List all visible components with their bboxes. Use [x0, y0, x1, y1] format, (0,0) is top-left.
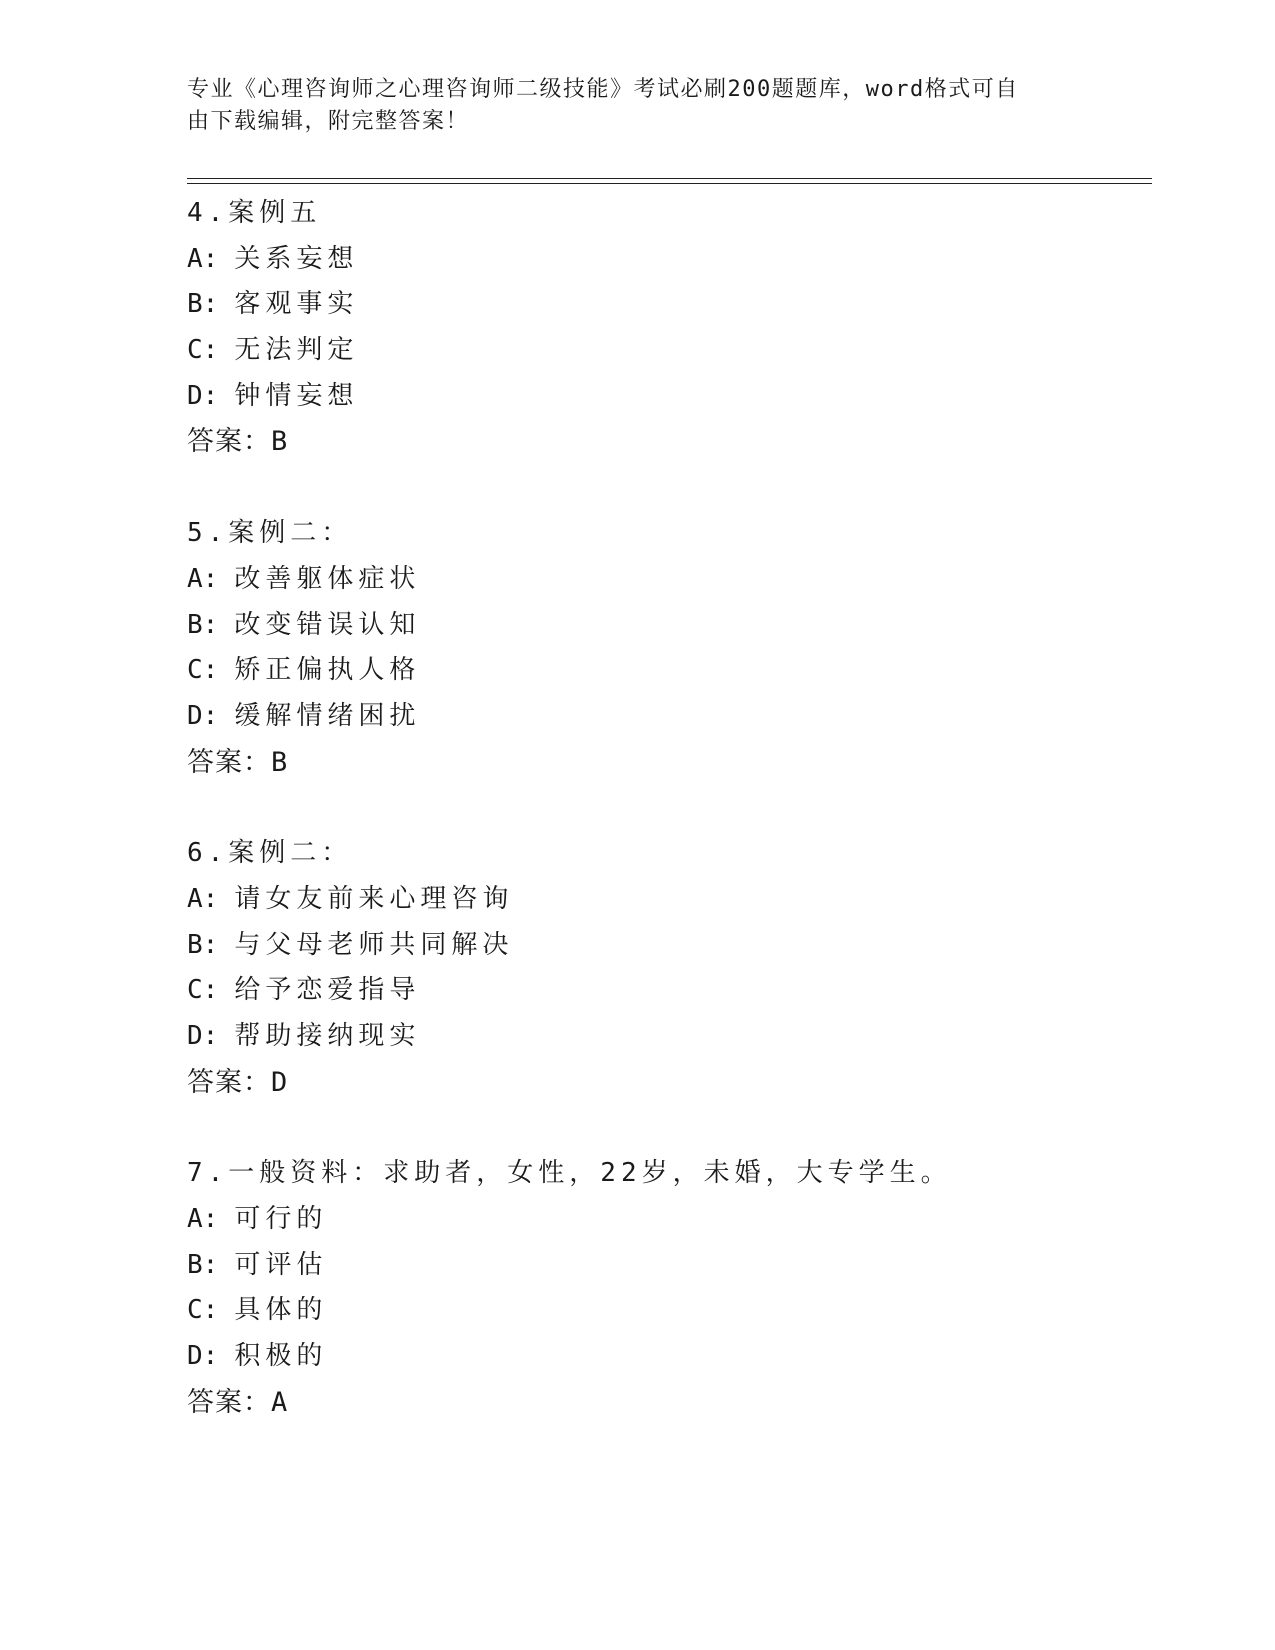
- option-a: [187, 557, 1147, 603]
- option-d: [187, 374, 1147, 420]
- option-text: 缓解情绪困扰: [234, 700, 421, 731]
- document-header: [187, 74, 1067, 138]
- option-letter: C:: [187, 335, 219, 366]
- option-text: 矫正偏执人格: [234, 655, 421, 686]
- option-d: [187, 1334, 1147, 1380]
- option-text: 客观事实: [234, 289, 359, 320]
- option-letter: C:: [187, 975, 219, 1006]
- header-line-2: 由下载编辑，附完整答案！: [187, 109, 470, 134]
- option-letter: C:: [187, 1295, 219, 1326]
- question-stem: 7.一般资料：求助者，女性，22岁，未婚，大专学生。: [187, 1158, 952, 1189]
- option-text: 钟情妄想: [234, 380, 359, 411]
- option-text: 与父母老师共同解决: [234, 929, 514, 960]
- option-text: 无法判定: [234, 335, 359, 366]
- question-7: [187, 1151, 1147, 1425]
- option-text: 积极的: [234, 1341, 328, 1372]
- header-divider-bottom: [187, 183, 1152, 184]
- option-a: [187, 1197, 1147, 1243]
- answer-line: 答案：A: [187, 1386, 289, 1418]
- option-letter: B:: [187, 289, 219, 320]
- option-letter: B:: [187, 1249, 219, 1280]
- option-letter: B:: [187, 609, 219, 640]
- option-a: [187, 877, 1147, 923]
- option-b: [187, 923, 1147, 969]
- option-c: [187, 328, 1147, 374]
- question-stem: 5.案例二：: [187, 518, 353, 549]
- question-stem: 4.案例五: [187, 198, 322, 228]
- option-b: [187, 282, 1147, 328]
- option-c: [187, 1288, 1147, 1334]
- answer-line: 答案：B: [187, 426, 289, 458]
- option-text: 改善躯体症状: [234, 563, 421, 594]
- option-letter: B:: [187, 929, 219, 960]
- option-a: [187, 237, 1147, 283]
- option-letter: D:: [187, 1341, 219, 1372]
- option-letter: A:: [187, 883, 219, 914]
- option-b: [187, 1243, 1147, 1289]
- option-letter: A:: [187, 563, 219, 594]
- header-divider-top: [187, 178, 1152, 179]
- question-4: [187, 191, 1147, 465]
- header-line-1: 专业《心理咨询师之心理咨询师二级技能》考试必刷200题题库，word格式可自: [187, 77, 1019, 102]
- option-letter: A:: [187, 243, 219, 274]
- option-text: 给予恋爱指导: [234, 975, 421, 1006]
- question-stem: 6.案例二：: [187, 838, 353, 869]
- option-c: [187, 968, 1147, 1014]
- option-letter: D:: [187, 380, 219, 411]
- option-d: [187, 1014, 1147, 1060]
- answer-line: 答案：D: [187, 1066, 289, 1098]
- option-text: 请女友前来心理咨询: [234, 883, 514, 914]
- question-6: [187, 831, 1147, 1105]
- option-letter: C:: [187, 655, 219, 686]
- option-text: 帮助接纳现实: [234, 1021, 421, 1051]
- option-d: [187, 694, 1147, 740]
- question-list: [187, 191, 1147, 1472]
- option-text: 关系妄想: [234, 243, 359, 274]
- option-b: [187, 603, 1147, 649]
- option-text: 可评估: [234, 1249, 328, 1280]
- option-c: [187, 648, 1147, 694]
- question-5: [187, 511, 1147, 785]
- answer-line: 答案：B: [187, 746, 289, 778]
- option-text: 改变错误认知: [234, 609, 421, 640]
- option-text: 可行的: [234, 1204, 328, 1235]
- option-letter: D:: [187, 700, 219, 731]
- option-letter: D:: [187, 1021, 219, 1051]
- option-letter: A:: [187, 1204, 219, 1235]
- option-text: 具体的: [234, 1295, 328, 1326]
